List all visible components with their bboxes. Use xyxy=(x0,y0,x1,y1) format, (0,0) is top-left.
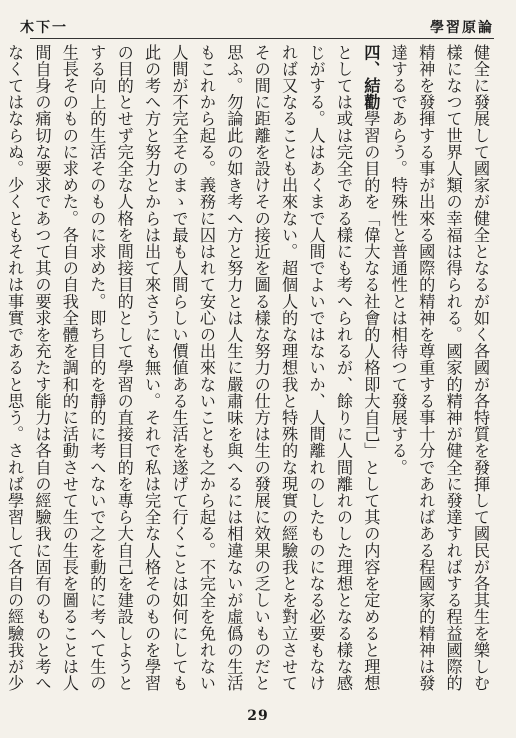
header-rule xyxy=(30,38,494,39)
vertical-body-text xyxy=(5,44,494,694)
paragraph-text: 學習の目的を「偉大なる社會的人格即大自己」として其の内容を定めると理想としては或は完全である樣にも考へられるが、餘りに人間離れのした理想となる樣な感じがする。人はあくまで人間でよいではないか、人間離れのしたものになる必要もなければ又なることも出來ない。超個人的な理想我と特殊的な現實の經驗我とを對立させてその間に距離を設けその接近を圖る樣な努力の仕方は生の發展に效果の乏しいものだと思ふ。勿論此の如き考へ方と努力とは人生に嚴肅味を與へるには相違ないが虛僞の生活もこれから起る。義務に囚はれて安心の出來ないことも之から起る。不完全を免れない人間が不完全そのまゝで最も人間らしい價値ある生活を遂げて行くことは如何にしても此の考へ方と努力とからは出て來さうにも無い。それで私は完全な人格そのものを學習の目的とせず完全な人格を間接目的として學習の直接目的を專ら大自己を建設しようとする向上的生活そのものに求めた。即ち目的を靜的に考へないで之を動的に考へて生の生長そのものに求めた。各自の自我全體を調和的に活動させて生の生長を圖ることは人間自身の痛切な要求であつて其の要求を充たす能力は各自の經驗我に固有のものと考へなくてはならぬ。少くともそれは事實であると思う。されば學習して各自の經驗我が少 xyxy=(5,44,381,692)
paragraph xyxy=(384,44,494,694)
paragraph-text: 健全に發展して國家が健全となるが如く各國が各特質を發揮して國民が各其生を樂しむ樣になつて世界人類の幸福は得られる。國家的精神が健全に發達すればする程益國際的精神を發揮する事が出來る國際的精神を尊重する事十分であればある程國家的精神は發達するであらう。特殊性と普通性とは相待つて發展する。 xyxy=(388,44,490,692)
paragraph xyxy=(0,44,384,694)
running-header xyxy=(20,14,494,40)
book-title: 學習原論 xyxy=(430,20,494,36)
author-name: 木下一 xyxy=(20,20,68,36)
page-number: 29 xyxy=(247,708,269,724)
section-heading: 四、結勸 xyxy=(361,44,381,111)
